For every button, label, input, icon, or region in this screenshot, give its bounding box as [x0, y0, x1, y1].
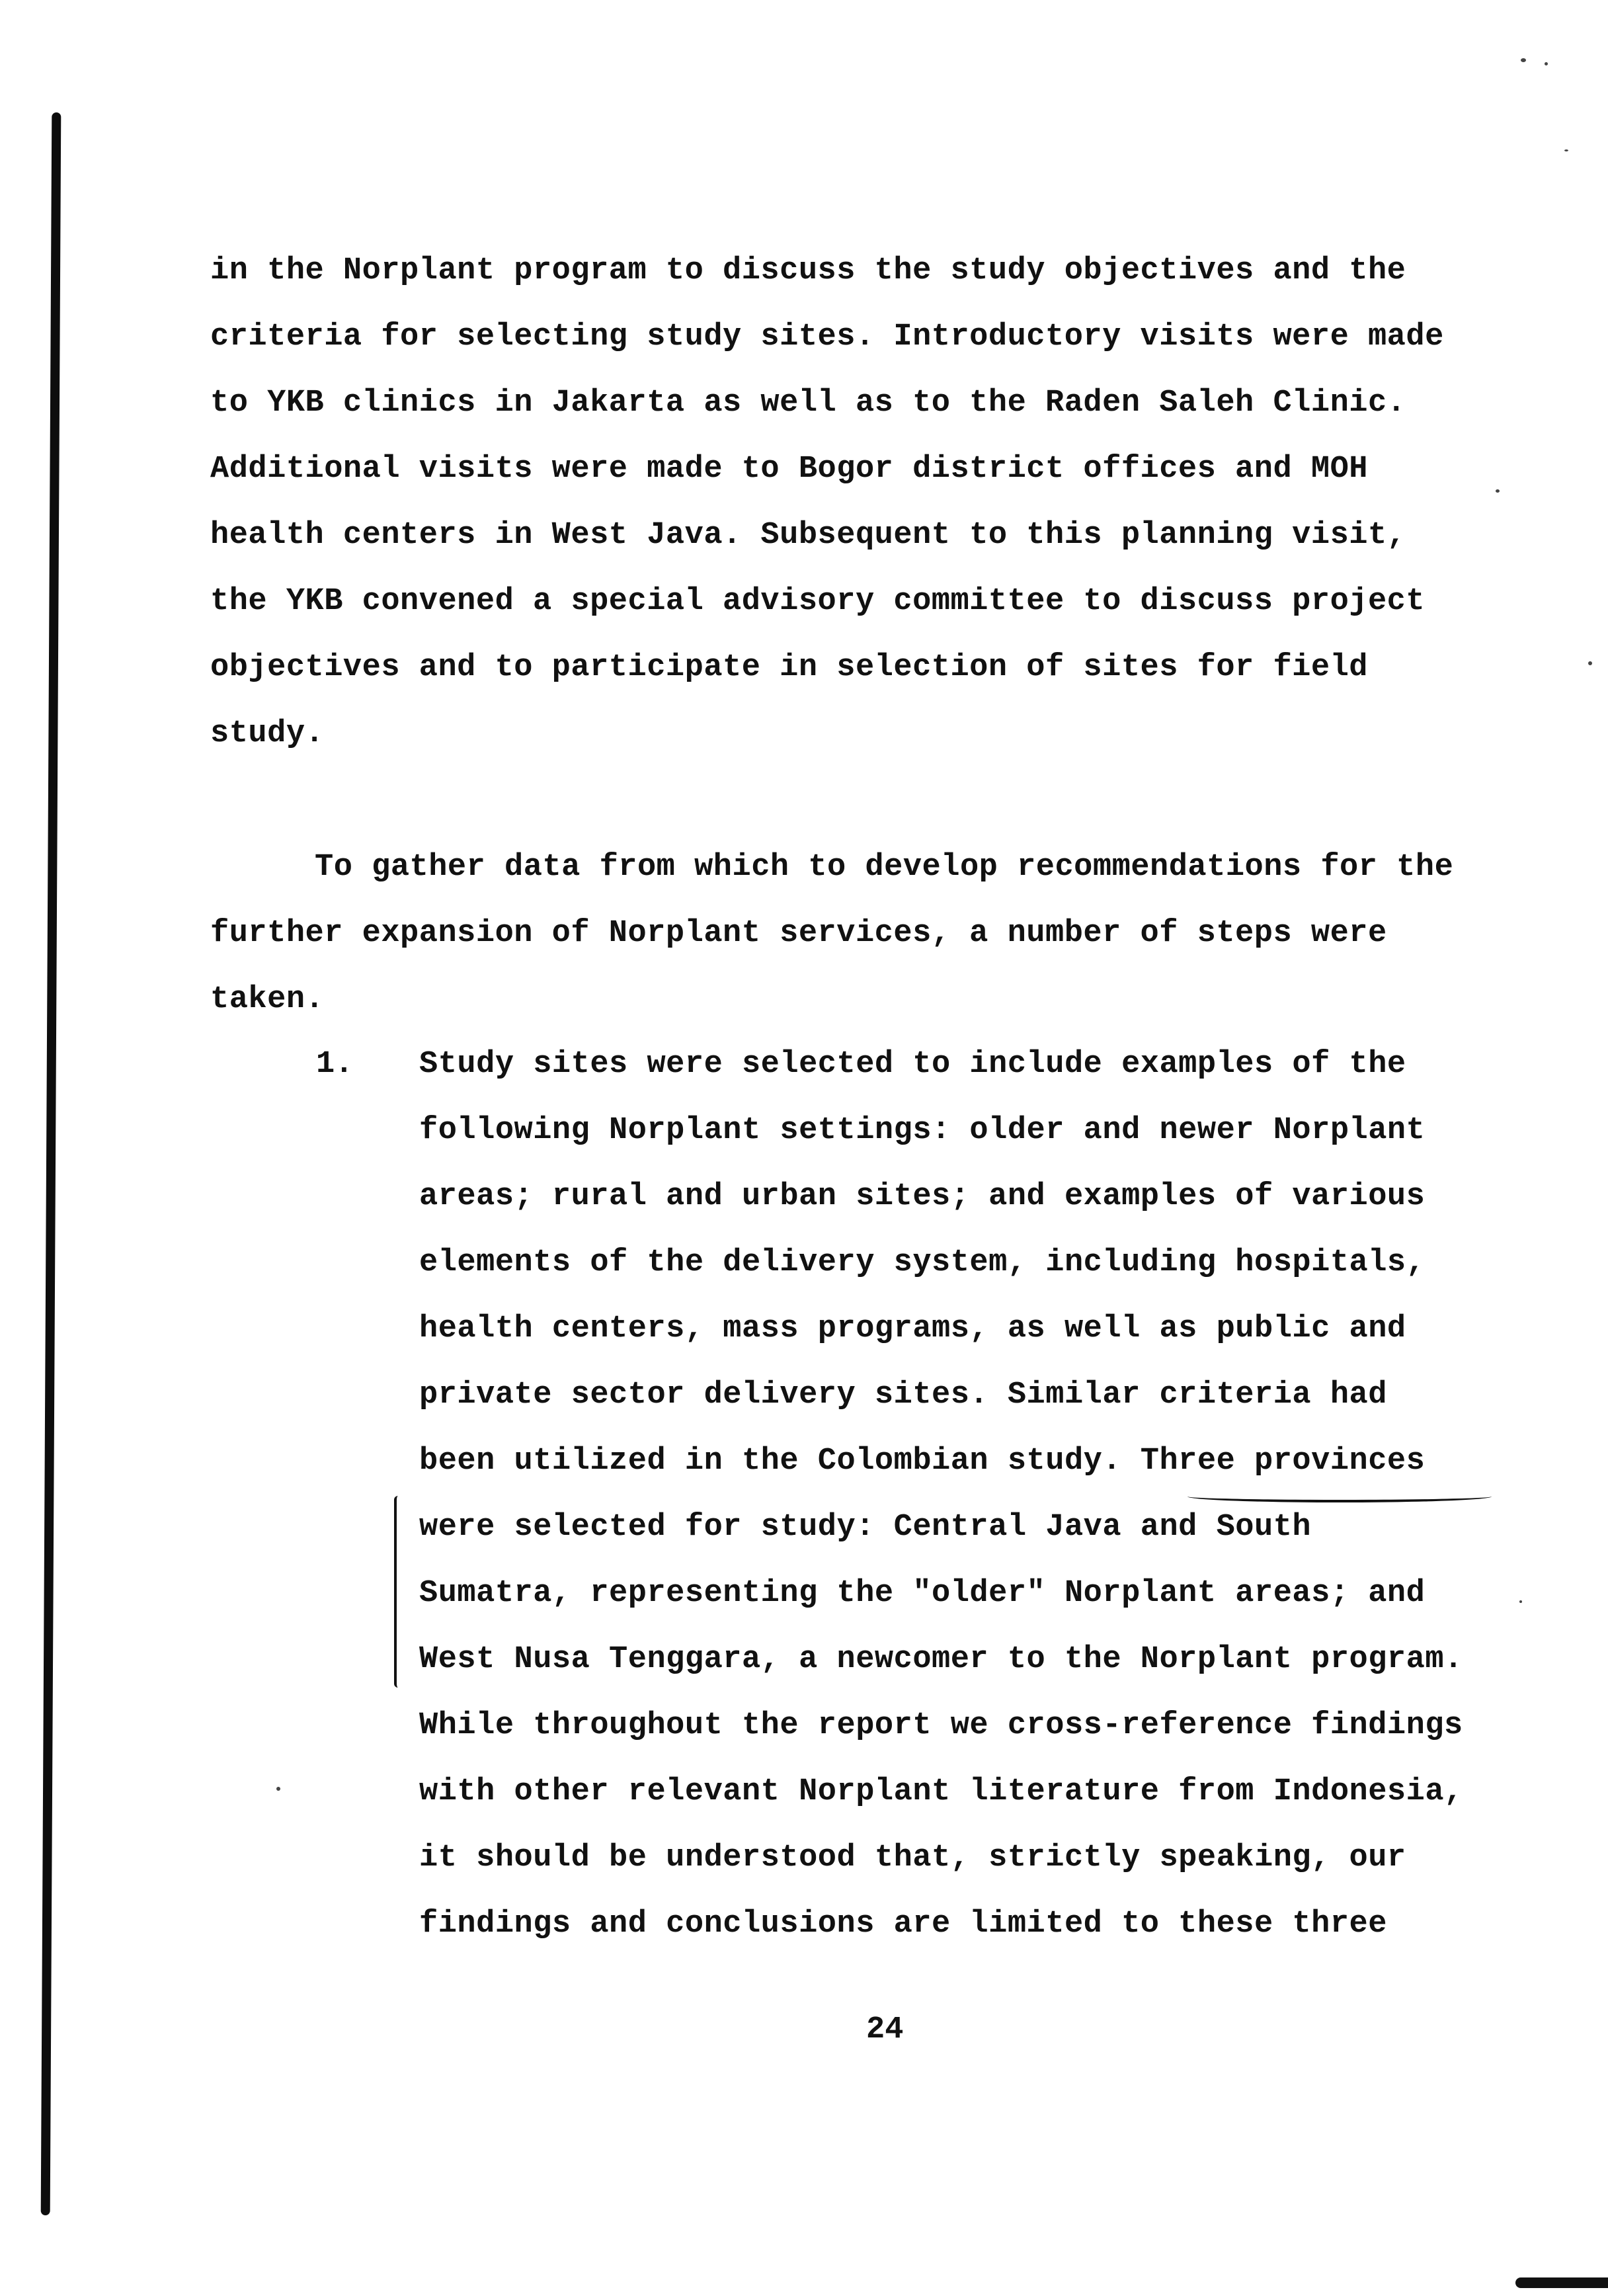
handwritten-margin-bracket — [394, 1496, 405, 1688]
text-line: Additional visits were made to Bogor district offices and MOH — [210, 452, 1368, 487]
text-line: in the Norplant program to discuss the study objectives and the — [210, 253, 1406, 288]
handwritten-underline — [1187, 1491, 1492, 1502]
paragraph-data-gathering — [210, 835, 1533, 1033]
text-line: were selected for study: Central Java and South — [419, 1510, 1312, 1545]
text-line: further expansion of Norplant services, a number of steps were — [210, 916, 1387, 951]
scan-speck — [1545, 62, 1548, 65]
text-line: While throughout the report we cross-reference findings — [419, 1708, 1463, 1743]
text-line: objectives and to participate in selection of sites for field — [210, 650, 1368, 685]
text-line: been utilized in the Colombian study. Three provinces — [419, 1444, 1426, 1479]
scan-speck — [276, 1787, 280, 1791]
margin-scan-line — [41, 112, 61, 2215]
text-line: findings and conclusions are limited to these three — [419, 1906, 1387, 1942]
text-line: health centers, mass programs, as well as public and — [419, 1311, 1406, 1346]
text-line: it should be understood that, strictly speaking, our — [419, 1840, 1406, 1875]
text-line: Study sites were selected to include examples of the — [419, 1047, 1406, 1082]
text-line: to YKB clinics in Jakarta as well as to the Raden Saleh Clinic. — [210, 386, 1406, 421]
text-line: To gather data from which to develop recommendations for the — [315, 850, 1454, 885]
paragraph-site-selection — [210, 238, 1533, 767]
scan-speck — [1521, 58, 1526, 62]
text-line: criteria for selecting study sites. Introductory visits were made — [210, 319, 1444, 354]
text-line: following Norplant settings: older and newer Norplant — [419, 1113, 1426, 1148]
text-line: areas; rural and urban sites; and examples of various — [419, 1179, 1426, 1214]
scan-speck — [1564, 149, 1568, 151]
text-line: elements of the delivery system, including hospitals, — [419, 1245, 1426, 1280]
text-line: with other relevant Norplant literature from Indonesia, — [419, 1774, 1463, 1809]
text-line: taken. — [210, 982, 325, 1017]
text-line: the YKB convened a special advisory committee to discuss project — [210, 584, 1426, 619]
list-item-number: 1. — [316, 1047, 354, 1082]
scan-speck — [1588, 661, 1592, 665]
text-line: private sector delivery sites. Similar criteria had — [419, 1377, 1387, 1413]
page-number: 24 — [866, 2012, 904, 2047]
scan-corner-mark — [1515, 2277, 1608, 2288]
text-line: Sumatra, representing the "older" Norplant areas; and — [419, 1576, 1426, 1611]
text-line: study. — [210, 716, 325, 751]
text-line: health centers in West Java. Subsequent to this planning visit, — [210, 518, 1406, 553]
text-line: West Nusa Tenggara, a newcomer to the Norplant program. — [419, 1642, 1463, 1677]
